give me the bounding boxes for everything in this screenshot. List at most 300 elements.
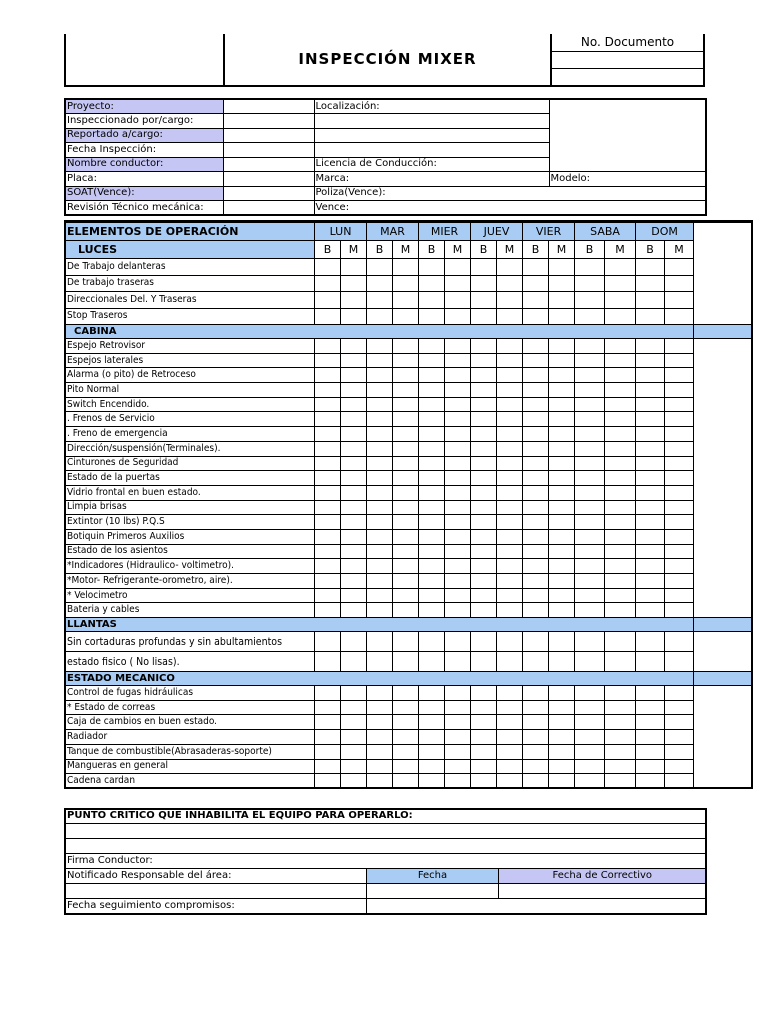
check-cell[interactable] (418, 500, 444, 515)
check-cell[interactable] (392, 353, 418, 368)
check-cell[interactable] (548, 632, 574, 652)
check-cell[interactable] (366, 588, 392, 603)
check-cell[interactable] (418, 759, 444, 774)
check-cell[interactable] (470, 588, 496, 603)
check-cell[interactable] (314, 652, 340, 672)
check-cell[interactable] (604, 259, 635, 276)
check-cell[interactable] (496, 292, 522, 309)
check-cell[interactable] (522, 559, 548, 574)
check-cell[interactable] (418, 339, 444, 354)
check-cell[interactable] (366, 686, 392, 701)
check-cell[interactable] (574, 259, 604, 276)
check-cell[interactable] (574, 456, 604, 471)
check-cell[interactable] (664, 308, 693, 325)
check-cell[interactable] (548, 441, 574, 456)
check-cell[interactable] (366, 441, 392, 456)
check-cell[interactable] (340, 368, 366, 383)
check-cell[interactable] (548, 339, 574, 354)
check-cell[interactable] (314, 529, 340, 544)
check-cell[interactable] (496, 574, 522, 589)
check-cell[interactable] (496, 339, 522, 354)
check-cell[interactable] (496, 427, 522, 442)
check-cell[interactable] (470, 456, 496, 471)
check-cell[interactable] (496, 544, 522, 559)
check-cell[interactable] (444, 686, 470, 701)
fecha-inspeccion-field-2[interactable] (314, 143, 549, 158)
check-cell[interactable] (314, 456, 340, 471)
check-cell[interactable] (444, 368, 470, 383)
check-cell[interactable] (664, 715, 693, 730)
check-cell[interactable] (635, 574, 664, 589)
check-cell[interactable] (366, 456, 392, 471)
check-cell[interactable] (496, 383, 522, 398)
check-cell[interactable] (574, 339, 604, 354)
check-cell[interactable] (604, 774, 635, 789)
check-cell[interactable] (444, 588, 470, 603)
check-cell[interactable] (470, 353, 496, 368)
check-cell[interactable] (444, 485, 470, 500)
check-cell[interactable] (340, 715, 366, 730)
check-cell[interactable] (444, 652, 470, 672)
check-cell[interactable] (522, 397, 548, 412)
check-cell[interactable] (635, 292, 664, 309)
check-cell[interactable] (366, 774, 392, 789)
check-cell[interactable] (664, 574, 693, 589)
check-cell[interactable] (522, 730, 548, 745)
check-cell[interactable] (340, 339, 366, 354)
check-cell[interactable] (574, 774, 604, 789)
check-cell[interactable] (574, 632, 604, 652)
check-cell[interactable] (366, 759, 392, 774)
check-cell[interactable] (392, 559, 418, 574)
check-cell[interactable] (664, 588, 693, 603)
check-cell[interactable] (604, 292, 635, 309)
check-cell[interactable] (522, 308, 548, 325)
check-cell[interactable] (366, 744, 392, 759)
check-cell[interactable] (418, 730, 444, 745)
check-cell[interactable] (470, 603, 496, 618)
check-cell[interactable] (444, 744, 470, 759)
check-cell[interactable] (574, 383, 604, 398)
check-cell[interactable] (444, 427, 470, 442)
check-cell[interactable] (548, 515, 574, 530)
check-cell[interactable] (340, 427, 366, 442)
check-cell[interactable] (496, 744, 522, 759)
check-cell[interactable] (548, 744, 574, 759)
check-cell[interactable] (496, 603, 522, 618)
check-cell[interactable] (635, 744, 664, 759)
check-cell[interactable] (392, 529, 418, 544)
check-cell[interactable] (635, 259, 664, 276)
check-cell[interactable] (392, 715, 418, 730)
check-cell[interactable] (574, 368, 604, 383)
check-cell[interactable] (522, 275, 548, 292)
check-cell[interactable] (340, 275, 366, 292)
check-cell[interactable] (314, 574, 340, 589)
check-cell[interactable] (635, 412, 664, 427)
check-cell[interactable] (392, 730, 418, 745)
check-cell[interactable] (635, 368, 664, 383)
check-cell[interactable] (392, 383, 418, 398)
check-cell[interactable] (635, 652, 664, 672)
check-cell[interactable] (522, 544, 548, 559)
check-cell[interactable] (604, 308, 635, 325)
check-cell[interactable] (496, 500, 522, 515)
check-cell[interactable] (574, 574, 604, 589)
check-cell[interactable] (418, 700, 444, 715)
check-cell[interactable] (470, 412, 496, 427)
check-cell[interactable] (418, 456, 444, 471)
check-cell[interactable] (664, 471, 693, 486)
check-cell[interactable] (418, 383, 444, 398)
check-cell[interactable] (635, 500, 664, 515)
check-cell[interactable] (392, 259, 418, 276)
check-cell[interactable] (635, 339, 664, 354)
check-cell[interactable] (366, 471, 392, 486)
check-cell[interactable] (635, 353, 664, 368)
check-cell[interactable] (574, 485, 604, 500)
check-cell[interactable] (664, 686, 693, 701)
check-cell[interactable] (574, 686, 604, 701)
check-cell[interactable] (635, 383, 664, 398)
check-cell[interactable] (314, 485, 340, 500)
check-cell[interactable] (548, 456, 574, 471)
check-cell[interactable] (392, 292, 418, 309)
proyecto-field[interactable] (223, 99, 314, 114)
check-cell[interactable] (522, 588, 548, 603)
check-cell[interactable] (392, 588, 418, 603)
check-cell[interactable] (470, 292, 496, 309)
reportado-field[interactable] (223, 128, 314, 143)
check-cell[interactable] (444, 339, 470, 354)
check-cell[interactable] (548, 275, 574, 292)
check-cell[interactable] (522, 515, 548, 530)
check-cell[interactable] (548, 574, 574, 589)
check-cell[interactable] (444, 471, 470, 486)
check-cell[interactable] (340, 292, 366, 309)
check-cell[interactable] (470, 259, 496, 276)
check-cell[interactable] (418, 686, 444, 701)
check-cell[interactable] (314, 441, 340, 456)
check-cell[interactable] (418, 715, 444, 730)
check-cell[interactable] (340, 774, 366, 789)
check-cell[interactable] (366, 515, 392, 530)
check-cell[interactable] (604, 339, 635, 354)
check-cell[interactable] (664, 383, 693, 398)
check-cell[interactable] (340, 412, 366, 427)
check-cell[interactable] (604, 485, 635, 500)
check-cell[interactable] (314, 275, 340, 292)
check-cell[interactable] (444, 632, 470, 652)
check-cell[interactable] (664, 652, 693, 672)
check-cell[interactable] (548, 485, 574, 500)
check-cell[interactable] (574, 412, 604, 427)
check-cell[interactable] (392, 574, 418, 589)
check-cell[interactable] (444, 292, 470, 309)
check-cell[interactable] (522, 774, 548, 789)
check-cell[interactable] (522, 259, 548, 276)
check-cell[interactable] (340, 259, 366, 276)
check-cell[interactable] (366, 652, 392, 672)
check-cell[interactable] (496, 275, 522, 292)
check-cell[interactable] (604, 383, 635, 398)
check-cell[interactable] (340, 544, 366, 559)
check-cell[interactable] (340, 383, 366, 398)
check-cell[interactable] (418, 515, 444, 530)
check-cell[interactable] (340, 686, 366, 701)
check-cell[interactable] (418, 412, 444, 427)
check-cell[interactable] (392, 700, 418, 715)
punto-critico-field-2[interactable] (65, 838, 706, 853)
check-cell[interactable] (366, 308, 392, 325)
check-cell[interactable] (548, 427, 574, 442)
inspeccionado-field-2[interactable] (314, 114, 549, 129)
check-cell[interactable] (635, 275, 664, 292)
check-cell[interactable] (314, 368, 340, 383)
check-cell[interactable] (548, 730, 574, 745)
check-cell[interactable] (635, 427, 664, 442)
check-cell[interactable] (604, 471, 635, 486)
check-cell[interactable] (635, 730, 664, 745)
check-cell[interactable] (664, 353, 693, 368)
check-cell[interactable] (604, 632, 635, 652)
nombre-conductor-field[interactable] (223, 157, 314, 172)
check-cell[interactable] (418, 574, 444, 589)
check-cell[interactable] (522, 427, 548, 442)
check-cell[interactable] (664, 744, 693, 759)
check-cell[interactable] (635, 456, 664, 471)
check-cell[interactable] (340, 730, 366, 745)
check-cell[interactable] (418, 774, 444, 789)
check-cell[interactable] (574, 700, 604, 715)
check-cell[interactable] (314, 427, 340, 442)
check-cell[interactable] (444, 259, 470, 276)
check-cell[interactable] (574, 588, 604, 603)
check-cell[interactable] (470, 427, 496, 442)
check-cell[interactable] (548, 774, 574, 789)
check-cell[interactable] (635, 515, 664, 530)
check-cell[interactable] (664, 759, 693, 774)
check-cell[interactable] (444, 383, 470, 398)
check-cell[interactable] (340, 485, 366, 500)
check-cell[interactable] (366, 730, 392, 745)
check-cell[interactable] (574, 353, 604, 368)
check-cell[interactable] (664, 368, 693, 383)
check-cell[interactable] (314, 744, 340, 759)
check-cell[interactable] (604, 715, 635, 730)
check-cell[interactable] (574, 427, 604, 442)
check-cell[interactable] (664, 774, 693, 789)
check-cell[interactable] (548, 308, 574, 325)
check-cell[interactable] (314, 603, 340, 618)
check-cell[interactable] (522, 368, 548, 383)
check-cell[interactable] (574, 544, 604, 559)
check-cell[interactable] (604, 515, 635, 530)
placa-field[interactable] (223, 172, 314, 187)
check-cell[interactable] (635, 441, 664, 456)
check-cell[interactable] (548, 292, 574, 309)
check-cell[interactable] (604, 275, 635, 292)
check-cell[interactable] (392, 471, 418, 486)
check-cell[interactable] (522, 529, 548, 544)
check-cell[interactable] (496, 588, 522, 603)
check-cell[interactable] (470, 574, 496, 589)
check-cell[interactable] (314, 259, 340, 276)
check-cell[interactable] (366, 559, 392, 574)
check-cell[interactable] (418, 427, 444, 442)
check-cell[interactable] (664, 485, 693, 500)
check-cell[interactable] (522, 652, 548, 672)
check-cell[interactable] (522, 686, 548, 701)
check-cell[interactable] (548, 397, 574, 412)
check-cell[interactable] (470, 730, 496, 745)
check-cell[interactable] (366, 574, 392, 589)
check-cell[interactable] (366, 383, 392, 398)
check-cell[interactable] (496, 774, 522, 789)
check-cell[interactable] (635, 544, 664, 559)
check-cell[interactable] (496, 412, 522, 427)
check-cell[interactable] (548, 529, 574, 544)
revision-field[interactable] (223, 201, 314, 216)
check-cell[interactable] (548, 544, 574, 559)
check-cell[interactable] (314, 292, 340, 309)
check-cell[interactable] (574, 308, 604, 325)
check-cell[interactable] (574, 275, 604, 292)
check-cell[interactable] (314, 339, 340, 354)
check-cell[interactable] (548, 559, 574, 574)
check-cell[interactable] (314, 544, 340, 559)
check-cell[interactable] (574, 397, 604, 412)
check-cell[interactable] (314, 500, 340, 515)
check-cell[interactable] (470, 275, 496, 292)
check-cell[interactable] (635, 485, 664, 500)
check-cell[interactable] (366, 715, 392, 730)
check-cell[interactable] (314, 759, 340, 774)
check-cell[interactable] (604, 412, 635, 427)
check-cell[interactable] (522, 759, 548, 774)
check-cell[interactable] (470, 632, 496, 652)
check-cell[interactable] (340, 652, 366, 672)
check-cell[interactable] (392, 275, 418, 292)
check-cell[interactable] (392, 774, 418, 789)
check-cell[interactable] (664, 456, 693, 471)
check-cell[interactable] (366, 427, 392, 442)
check-cell[interactable] (392, 759, 418, 774)
check-cell[interactable] (340, 500, 366, 515)
check-cell[interactable] (366, 275, 392, 292)
check-cell[interactable] (664, 275, 693, 292)
check-cell[interactable] (470, 515, 496, 530)
check-cell[interactable] (522, 603, 548, 618)
check-cell[interactable] (470, 485, 496, 500)
check-cell[interactable] (604, 730, 635, 745)
check-cell[interactable] (340, 632, 366, 652)
check-cell[interactable] (635, 715, 664, 730)
check-cell[interactable] (366, 529, 392, 544)
check-cell[interactable] (392, 515, 418, 530)
check-cell[interactable] (444, 412, 470, 427)
check-cell[interactable] (664, 544, 693, 559)
check-cell[interactable] (635, 774, 664, 789)
check-cell[interactable] (444, 456, 470, 471)
check-cell[interactable] (664, 730, 693, 745)
check-cell[interactable] (604, 353, 635, 368)
check-cell[interactable] (522, 292, 548, 309)
check-cell[interactable] (496, 515, 522, 530)
check-cell[interactable] (664, 529, 693, 544)
check-cell[interactable] (664, 632, 693, 652)
check-cell[interactable] (340, 574, 366, 589)
check-cell[interactable] (470, 544, 496, 559)
check-cell[interactable] (340, 353, 366, 368)
check-cell[interactable] (392, 686, 418, 701)
check-cell[interactable] (340, 397, 366, 412)
check-cell[interactable] (366, 339, 392, 354)
check-cell[interactable] (366, 544, 392, 559)
check-cell[interactable] (392, 632, 418, 652)
check-cell[interactable] (418, 632, 444, 652)
check-cell[interactable] (444, 275, 470, 292)
check-cell[interactable] (392, 485, 418, 500)
check-cell[interactable] (314, 383, 340, 398)
check-cell[interactable] (604, 397, 635, 412)
check-cell[interactable] (470, 559, 496, 574)
check-cell[interactable] (444, 559, 470, 574)
check-cell[interactable] (470, 686, 496, 701)
check-cell[interactable] (418, 397, 444, 412)
check-cell[interactable] (664, 292, 693, 309)
check-cell[interactable] (392, 427, 418, 442)
check-cell[interactable] (548, 412, 574, 427)
check-cell[interactable] (522, 383, 548, 398)
check-cell[interactable] (444, 529, 470, 544)
check-cell[interactable] (496, 441, 522, 456)
check-cell[interactable] (548, 368, 574, 383)
check-cell[interactable] (574, 441, 604, 456)
check-cell[interactable] (635, 632, 664, 652)
check-cell[interactable] (522, 485, 548, 500)
check-cell[interactable] (548, 700, 574, 715)
check-cell[interactable] (470, 529, 496, 544)
check-cell[interactable] (522, 574, 548, 589)
check-cell[interactable] (496, 397, 522, 412)
check-cell[interactable] (664, 259, 693, 276)
check-cell[interactable] (635, 397, 664, 412)
check-cell[interactable] (392, 456, 418, 471)
check-cell[interactable] (418, 441, 444, 456)
check-cell[interactable] (496, 485, 522, 500)
check-cell[interactable] (418, 529, 444, 544)
check-cell[interactable] (548, 500, 574, 515)
check-cell[interactable] (314, 632, 340, 652)
check-cell[interactable] (604, 603, 635, 618)
check-cell[interactable] (392, 544, 418, 559)
check-cell[interactable] (664, 339, 693, 354)
check-cell[interactable] (604, 574, 635, 589)
check-cell[interactable] (314, 700, 340, 715)
check-cell[interactable] (635, 308, 664, 325)
check-cell[interactable] (340, 456, 366, 471)
check-cell[interactable] (340, 308, 366, 325)
soat-field[interactable] (223, 186, 314, 201)
check-cell[interactable] (604, 744, 635, 759)
check-cell[interactable] (496, 259, 522, 276)
check-cell[interactable] (548, 759, 574, 774)
check-cell[interactable] (522, 412, 548, 427)
check-cell[interactable] (574, 515, 604, 530)
check-cell[interactable] (522, 353, 548, 368)
check-cell[interactable] (418, 744, 444, 759)
